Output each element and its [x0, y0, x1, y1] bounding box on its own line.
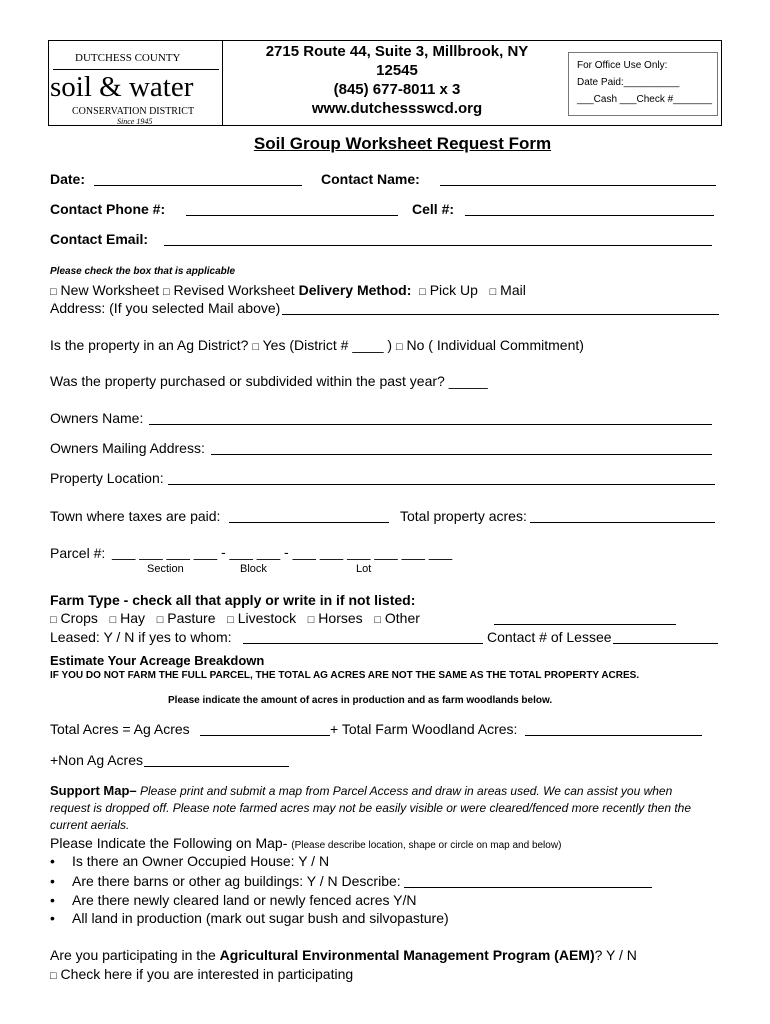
crops-label: Crops	[60, 610, 98, 626]
estimate-heading: Estimate Your Acreage Breakdown	[50, 653, 265, 668]
hay-label: Hay	[120, 610, 146, 626]
bullet-land-production: All land in production (mark out sugar bush and silvopasture)	[72, 910, 449, 926]
horses-checkbox[interactable]: □	[307, 614, 315, 626]
ag-district-yes-checkbox[interactable]: □	[252, 341, 259, 353]
ag-district-no-label: No ( Individual Commitment)	[406, 337, 584, 353]
bullet-4-glyph: •	[50, 910, 55, 926]
cell-label: Cell #:	[412, 201, 455, 217]
check-note: Please check the box that is applicable	[50, 266, 236, 277]
contact-phone-field[interactable]	[186, 201, 398, 216]
lessee-name-field[interactable]	[243, 629, 483, 644]
owners-mailing-label: Owners Mailing Address:	[50, 440, 205, 456]
crops-checkbox[interactable]: □	[50, 614, 57, 626]
other-checkbox[interactable]: □	[374, 614, 381, 626]
total-acres-label: Total Acres = Ag Acres	[50, 721, 190, 737]
logo-org-name: soil & water	[50, 71, 194, 103]
purchased-question: Was the property purchased or subdivided within the past year? _____	[50, 373, 488, 389]
owners-name-label: Owners Name:	[50, 410, 144, 426]
district-close-paren: )	[387, 337, 393, 353]
livestock-label: Livestock	[237, 610, 297, 626]
parcel-label: Parcel #:	[50, 545, 106, 561]
website[interactable]: www.dutchessswcd.org	[311, 100, 483, 117]
contact-name-field[interactable]	[440, 171, 716, 186]
town-taxes-field[interactable]	[229, 508, 389, 523]
indicate-note: (Please describe location, shape or circle on map and below)	[291, 840, 562, 851]
contact-phone-label: Contact Phone #:	[50, 201, 166, 217]
mail-label: Mail	[500, 282, 526, 298]
address-line2: 12545	[376, 62, 418, 79]
revised-worksheet-label: Revised Worksheet	[173, 282, 295, 298]
estimate-note: Please indicate the amount of acres in production and as farm woodlands below.	[168, 695, 553, 706]
bullet-barns: Are there barns or other ag buildings: Y / N Describe:	[72, 873, 401, 889]
woodland-acres-field[interactable]	[525, 721, 702, 736]
support-map-text-2: request is dropped off. Please note farmed acres may not be easily visible or were cleared/fenced more recently then the	[50, 801, 692, 815]
parcel-block-label: Block	[240, 563, 267, 575]
support-map-text-3: current aerials.	[50, 818, 130, 832]
district-number-field[interactable]: ____	[352, 337, 384, 353]
bullet-3-glyph: •	[50, 892, 55, 908]
other-label: Other	[384, 610, 420, 626]
pasture-checkbox[interactable]: □	[156, 614, 164, 626]
non-ag-acres-label: +Non Ag Acres	[50, 752, 144, 768]
office-date-paid: Date Paid:__________	[577, 77, 680, 88]
office-title: For Office Use Only:	[577, 60, 668, 71]
cell-field[interactable]	[465, 201, 714, 216]
support-map-label: Support Map–	[50, 783, 137, 798]
farm-type-heading: Farm Type - check all that apply or write in if not listed:	[50, 592, 416, 608]
property-location-label: Property Location:	[50, 470, 164, 486]
contact-lessee-field[interactable]	[613, 629, 718, 644]
non-ag-acres-field[interactable]	[144, 752, 289, 767]
mail-checkbox[interactable]: □	[489, 286, 497, 298]
barns-describe-field[interactable]	[404, 873, 652, 888]
parcel-section-label: Section	[147, 563, 184, 575]
ag-district-question: Is the property in an Ag District?	[50, 337, 249, 353]
bullet-owner-house: Is there an Owner Occupied House: Y / N	[72, 853, 330, 869]
indicate-label: Please Indicate the Following on Map-	[50, 835, 288, 851]
logo-since: Since 1945	[117, 117, 153, 126]
woodland-label: + Total Farm Woodland Acres:	[330, 721, 518, 737]
aem-program: Agricultural Environmental Management Program (AEM)	[219, 947, 595, 963]
pick-up-label: Pick Up	[429, 282, 478, 298]
logo-county: DUTCHESS COUNTY	[75, 52, 181, 64]
ag-acres-field[interactable]	[200, 721, 330, 736]
address-line1: 2715 Route 44, Suite 3, Millbrook, NY	[265, 43, 529, 60]
support-map-text-1: Please print and submit a map from Parcel Access and draw in areas used. We can assist you when	[140, 784, 673, 798]
delivery-method-label: Delivery Method:	[298, 282, 412, 298]
total-property-acres-field[interactable]	[530, 508, 715, 523]
other-field[interactable]	[494, 610, 676, 625]
ag-district-yes-label: Yes (District #	[262, 337, 349, 353]
email-label: Contact Email:	[50, 231, 149, 247]
date-label: Date:	[50, 171, 86, 187]
aem-interest-checkbox[interactable]: □	[50, 970, 57, 982]
email-field[interactable]	[164, 231, 712, 246]
address-label: Address: (If you selected Mail above)	[50, 300, 281, 316]
date-field[interactable]	[94, 171, 302, 186]
horses-label: Horses	[318, 610, 363, 626]
logo-district: CONSERVATION DISTRICT	[72, 106, 195, 117]
town-taxes-label: Town where taxes are paid:	[50, 508, 221, 524]
office-payment: ___Cash ___Check #_______	[577, 94, 713, 105]
contact-lessee-label: Contact # of Lessee	[487, 629, 612, 645]
livestock-checkbox[interactable]: □	[227, 614, 234, 626]
pick-up-checkbox[interactable]: □	[419, 286, 426, 298]
property-location-field[interactable]	[168, 470, 715, 485]
bullet-2-glyph: •	[50, 873, 55, 889]
revised-worksheet-checkbox[interactable]: □	[163, 286, 170, 298]
aem-interest-label: Check here if you are interested in participating	[60, 966, 354, 982]
mail-address-field[interactable]	[282, 300, 719, 315]
phone: (845) 677-8011 x 3	[333, 81, 461, 98]
contact-name-label: Contact Name:	[321, 171, 420, 187]
logo-divider	[53, 69, 219, 70]
new-worksheet-checkbox[interactable]: □	[50, 286, 57, 298]
bullet-1-glyph: •	[50, 853, 55, 869]
bullet-cleared-land: Are there newly cleared land or newly fenced acres Y/N	[72, 892, 417, 908]
total-property-acres-label: Total property acres:	[400, 508, 527, 524]
form-title: Soil Group Worksheet Request Form	[253, 134, 552, 153]
new-worksheet-label: New Worksheet	[60, 282, 160, 298]
parcel-lot-label: Lot	[356, 563, 372, 575]
owners-mailing-field[interactable]	[211, 440, 712, 455]
owners-name-field[interactable]	[149, 410, 712, 425]
hay-checkbox[interactable]: □	[109, 614, 117, 626]
parcel-number-field[interactable]: ___ ___ ___ ___ - ___ ___ - ___ ___ ___ ___ ___ ___	[112, 544, 453, 560]
aem-suffix: ? Y / N	[594, 947, 637, 963]
pasture-label: Pasture	[167, 610, 216, 626]
leased-label: Leased: Y / N if yes to whom:	[50, 629, 232, 645]
aem-prefix: Are you participating in the	[50, 947, 216, 963]
ag-district-no-checkbox[interactable]: □	[395, 341, 403, 353]
estimate-warning: IF YOU DO NOT FARM THE FULL PARCEL, THE TOTAL AG ACRES ARE NOT THE SAME AS THE TOTAL PROPERTY ACRES.	[50, 670, 640, 681]
